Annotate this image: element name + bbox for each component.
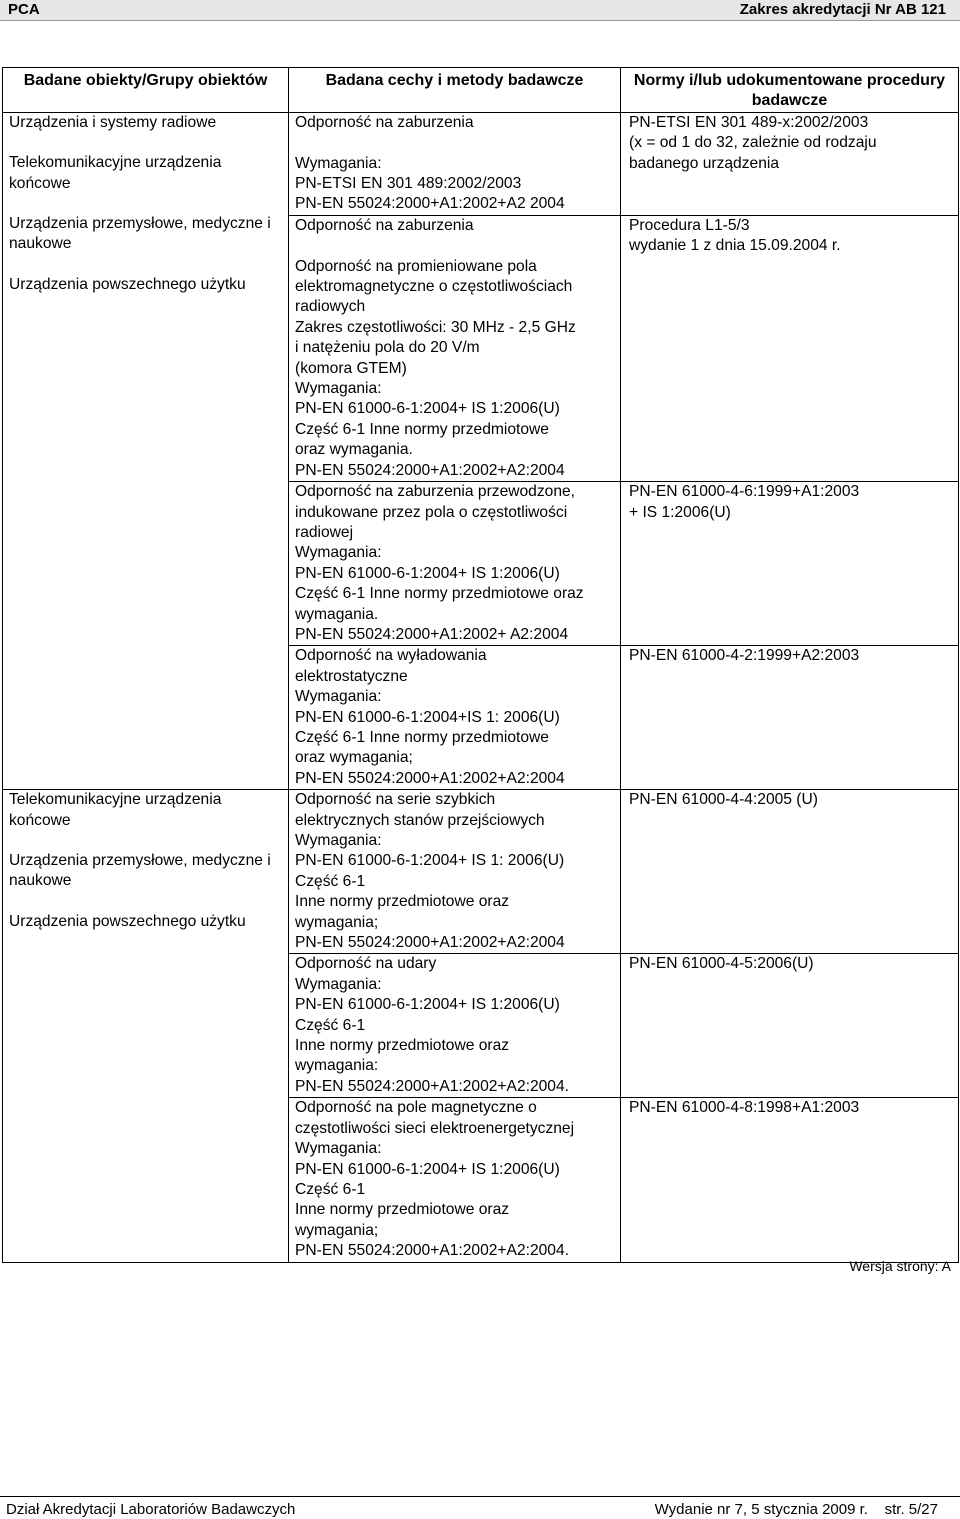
method-line: radiowej bbox=[295, 523, 354, 541]
method-line: elektromagnetyczne o częstotliwościach bbox=[295, 278, 573, 296]
method-line: Wymagania: bbox=[295, 688, 382, 706]
method-line: PN-EN 55024:2000+A1:2002+A2:2004 bbox=[295, 769, 565, 787]
column-header-methods: Badana cechy i metody badawcze bbox=[289, 68, 621, 113]
method-line: wymagania; bbox=[295, 913, 379, 931]
object-item: Urządzenia przemysłowe, medyczne i naukowe bbox=[9, 215, 271, 253]
method-cell bbox=[289, 646, 621, 790]
method-line: PN-EN 55024:2000+A1:2002+ A2:2004 bbox=[295, 625, 569, 643]
method-line: PN-EN 61000-6-1:2004+ IS 1: 2006(U) bbox=[295, 852, 565, 870]
method-line: Wymagania: bbox=[295, 975, 382, 993]
method-line: Inne normy przedmiotowe oraz bbox=[295, 893, 510, 911]
norm-cell bbox=[621, 215, 959, 481]
method-line: i natężeniu pola do 20 V/m bbox=[295, 339, 480, 357]
table-body bbox=[3, 112, 959, 1262]
norm-line: PN-EN 61000-4-2:1999+A2:2003 bbox=[629, 647, 860, 665]
method-line: PN-EN 55024:2000+A1:2002+A2:2004. bbox=[295, 1242, 569, 1260]
method-line: Wymagania: bbox=[295, 1140, 382, 1158]
norm-cell bbox=[621, 790, 959, 954]
method-cell bbox=[289, 112, 621, 215]
norm-cell bbox=[621, 954, 959, 1098]
method-line: PN-EN 61000-6-1:2004+ IS 1:2006(U) bbox=[295, 400, 560, 418]
norm-cell bbox=[621, 1098, 959, 1262]
method-line: Wymagania: bbox=[295, 832, 382, 849]
method-line: Część 6-1 Inne normy przedmiotowe bbox=[295, 420, 549, 438]
norm-line: wydanie 1 z dnia 15.09.2004 r. bbox=[629, 237, 841, 255]
footer-department: Dział Akredytacji Laboratoriów Badawczych bbox=[6, 1501, 296, 1518]
norm-line: Procedura L1-5/3 bbox=[629, 216, 750, 234]
method-line: (komora GTEM) bbox=[295, 359, 407, 377]
objects-cell bbox=[3, 112, 289, 789]
norm-line: PN-EN 61000-4-8:1998+A1:2003 bbox=[629, 1099, 860, 1117]
method-line: wymagania: bbox=[295, 1057, 379, 1075]
method-line: Część 6-1 bbox=[295, 1180, 366, 1198]
accreditation-scope-table bbox=[2, 67, 959, 1263]
method-line: oraz wymagania. bbox=[295, 441, 413, 459]
object-item: Urządzenia i systemy radiowe bbox=[9, 113, 217, 131]
header-org: PCA bbox=[8, 1, 40, 18]
column-header-objects: Badane obiekty/Grupy obiektów bbox=[3, 68, 289, 113]
method-line: Część 6-1 bbox=[295, 872, 366, 890]
method-line: PN-EN 61000-6-1:2004+IS 1: 2006(U) bbox=[295, 708, 560, 726]
object-item: Urządzenia powszechnego użytku bbox=[9, 912, 246, 930]
method-line: PN-EN 61000-6-1:2004+ IS 1:2006(U) bbox=[295, 1160, 560, 1178]
method-cell bbox=[289, 790, 621, 954]
method-line bbox=[295, 236, 620, 256]
method-line: PN-EN 61000-6-1:2004+ IS 1:2006(U) bbox=[295, 564, 560, 582]
method-line: Odporność na zaburzenia bbox=[295, 113, 474, 131]
method-line: wymagania; bbox=[295, 1221, 379, 1239]
norm-line: badanego urządzenia bbox=[629, 154, 779, 172]
norm-cell bbox=[621, 482, 959, 646]
page-version: Wersja strony: A bbox=[849, 1258, 951, 1274]
norm-line: PN-ETSI EN 301 489-x:2002/2003 bbox=[629, 113, 869, 131]
method-line: Odporność na promieniowane pola bbox=[295, 257, 537, 275]
table-row bbox=[3, 790, 959, 954]
method-line: PN-EN 55024:2000+A1:2002+A2 2004 bbox=[295, 195, 565, 213]
norm-line: (x = od 1 do 32, zależnie od rodzaju bbox=[629, 134, 877, 152]
method-line: PN-ETSI EN 301 489:2002/2003 bbox=[295, 175, 522, 193]
method-line: Odporność na serie szybkich bbox=[295, 791, 496, 809]
header-scope-title: Zakres akredytacji Nr AB 121 bbox=[739, 1, 946, 18]
method-line: Część 6-1 Inne normy przedmiotowe oraz bbox=[295, 585, 584, 603]
method-line: elektrostatyczne bbox=[295, 667, 408, 685]
object-item: Urządzenia powszechnego użytku bbox=[9, 275, 246, 293]
method-line: Inne normy przedmiotowe oraz bbox=[295, 1037, 510, 1055]
method-line: PN-EN 55024:2000+A1:2002+A2:2004 bbox=[295, 461, 565, 479]
object-item: Telekomunikacyjne urządzenia końcowe bbox=[9, 154, 222, 192]
method-line: indukowane przez pola o częstotliwości bbox=[295, 503, 568, 521]
column-header-norms: Normy i/lub udokumentowane procedury badawcze bbox=[621, 68, 959, 113]
page-header bbox=[0, 0, 960, 21]
objects-cell bbox=[3, 790, 289, 1262]
method-line: PN-EN 61000-6-1:2004+ IS 1:2006(U) bbox=[295, 996, 560, 1014]
table-header-row bbox=[3, 68, 959, 113]
method-line: Odporność na zaburzenia przewodzone, bbox=[295, 483, 575, 501]
method-line: Odporność na zaburzenia bbox=[295, 216, 474, 234]
method-cell bbox=[289, 1098, 621, 1262]
method-line: częstotliwości sieci elektroenergetycznej bbox=[295, 1119, 575, 1137]
object-item: Urządzenia przemysłowe, medyczne i naukowe bbox=[9, 852, 271, 890]
method-cell bbox=[289, 215, 621, 481]
method-line: wymagania. bbox=[295, 605, 379, 623]
method-cell bbox=[289, 482, 621, 646]
method-line: oraz wymagania; bbox=[295, 749, 413, 767]
method-cell bbox=[289, 954, 621, 1098]
footer-edition: Wydanie nr 7, 5 stycznia 2009 r. str. 5/27 bbox=[654, 1501, 938, 1518]
method-line: Odporność na pole magnetyczne o bbox=[295, 1099, 537, 1117]
method-line: Wymagania: bbox=[295, 380, 382, 398]
method-line: PN-EN 55024:2000+A1:2002+A2:2004. bbox=[295, 1077, 569, 1095]
method-line: Odporność na udary bbox=[295, 955, 437, 973]
method-line: radiowych bbox=[295, 298, 366, 316]
method-line: Zakres częstotliwości: 30 MHz - 2,5 GHz bbox=[295, 318, 576, 336]
norm-line: PN-EN 61000-4-4:2005 (U) bbox=[629, 791, 818, 809]
method-line: elektrycznych stanów przejściowych bbox=[295, 811, 545, 829]
object-item: Telekomunikacyjne urządzenia końcowe bbox=[9, 791, 222, 829]
method-line: Odporność na wyładowania bbox=[295, 647, 487, 665]
method-line: Inne normy przedmiotowe oraz bbox=[295, 1201, 510, 1219]
norm-line: PN-EN 61000-4-6:1999+A1:2003 bbox=[629, 483, 860, 501]
method-line: Wymagania: bbox=[295, 544, 382, 562]
norm-cell bbox=[621, 112, 959, 215]
table-row bbox=[3, 112, 959, 215]
method-line bbox=[295, 133, 620, 153]
norm-line: + IS 1:2006(U) bbox=[629, 503, 731, 521]
norm-cell bbox=[621, 646, 959, 790]
page-footer bbox=[0, 1496, 960, 1519]
method-line: Część 6-1 Inne normy przedmiotowe bbox=[295, 728, 549, 746]
method-line: PN-EN 55024:2000+A1:2002+A2:2004 bbox=[295, 934, 565, 952]
method-line: Część 6-1 bbox=[295, 1016, 366, 1034]
method-line: Wymagania: bbox=[295, 154, 382, 172]
norm-line: PN-EN 61000-4-5:2006(U) bbox=[629, 955, 814, 973]
